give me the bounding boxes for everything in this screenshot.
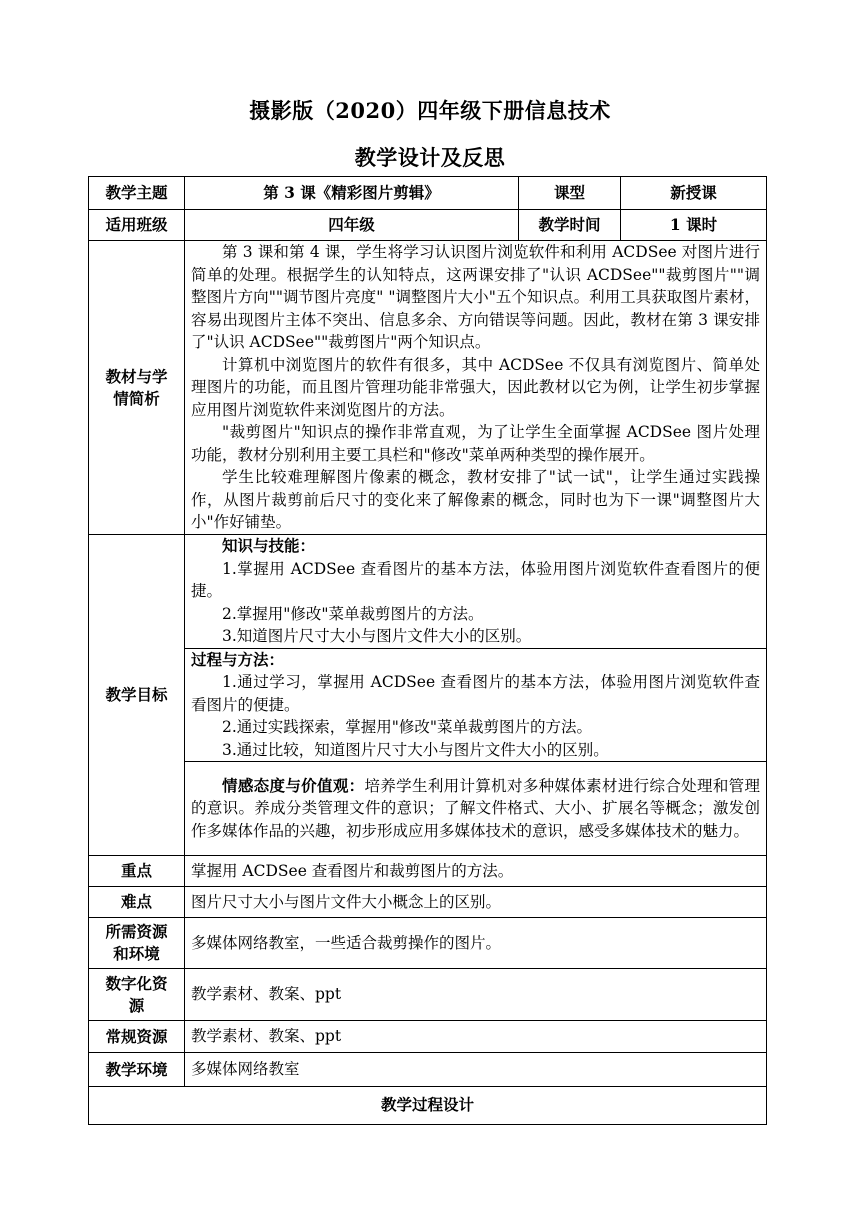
value-digital: 教学素材、教案、ppt [185,969,767,1021]
label-regular: 常规资源 [89,1021,185,1053]
lesson-plan-table [88,176,767,1125]
analysis-paragraph: 计算机中浏览图片的软件有很多，其中 ACDSee 不仅具有浏览图片、简单处理图片的功能，而且图片管理功能非常强大，因此教材以它为例，让学生初步掌握应用图片浏览软件来浏览图片的方法。 [191,355,760,419]
value-regular: 教学素材、教案、ppt [185,1021,767,1053]
value-environment: 多媒体网络教室 [185,1053,767,1087]
value-class: 四年级 [185,210,519,241]
row-digital [89,969,767,1021]
process-heading: 过程与方法： [191,649,285,669]
label-analysis-line1: 教材与学 [105,366,168,386]
label-lesson-type: 课型 [519,177,621,210]
row-topic [89,177,767,210]
row-key-point [89,856,767,887]
row-regular [89,1021,767,1053]
attitude-text: 培养学生利用计算机对多种媒体素材进行综合处理和管理的意识。养成分类管理文件的意识；了解文件格式、大小、扩展名等概念；激发创作多媒体作品的兴趣，初步形成应用多媒体技术的意识，感受多媒体技术的魅力。 [191,776,760,840]
value-lesson-type: 新授课 [621,177,767,210]
row-difficulty [89,887,767,918]
row-process-design [89,1087,767,1125]
analysis-paragraph: 学生比较难理解图片像素的概念，教材安排了"试一试"，让学生通过实践操作，从图片裁剪前后尺寸的变化来了解像素的概念，同时也为下一课"调整图片大小"作好铺垫。 [191,468,760,532]
value-teaching-time: 1 课时 [621,210,767,241]
value-difficulty: 图片尺寸大小与图片文件大小概念上的区别。 [185,887,767,918]
row-analysis [89,241,767,535]
label-resources-line2: 和环境 [113,944,160,963]
label-resources-line1: 所需资源 [105,922,168,941]
row-environment [89,1053,767,1087]
label-resources [89,918,185,969]
process-design-heading: 教学过程设计 [89,1087,767,1125]
label-digital [89,969,185,1021]
value-resources: 多媒体网络教室，一些适合裁剪操作的图片。 [185,918,767,969]
label-digital-line2: 源 [128,995,145,1015]
goals-process [185,648,767,762]
process-item: 3.通过比较，知道图片尺寸大小与图片文件大小的区别。 [222,740,609,759]
row-goals-knowledge [89,535,767,649]
label-analysis-line2: 情简析 [113,388,160,408]
label-class: 适用班级 [89,210,185,241]
label-digital-line1: 数字化资 [105,973,168,993]
label-environment: 教学环境 [89,1053,185,1087]
document-title: 摄影版（2020）四年级下册信息技术 [249,98,611,123]
attitude-heading: 情感态度与价值观： [222,775,365,795]
row-goals-attitude [89,762,767,856]
knowledge-heading: 知识与技能： [222,536,316,555]
knowledge-item: 3.知道图片尺寸大小与图片文件大小的区别。 [222,627,532,645]
document-subtitle: 教学设计及反思 [354,145,506,170]
goals-knowledge [185,535,767,649]
label-key-point: 重点 [89,856,185,887]
row-goals-process [89,648,767,762]
analysis-paragraph: 第 3 课和第 4 课，学生将学习认识图片浏览软件和利用 ACDSee 对图片进行简单的处理。根据学生的认知特点，这两课安排了"认识 ACDSee""裁剪图片""调整图片方向""调节图片亮度" "调整图片大小"五个知识点。利用工具获取图片素材，容易出现图片主体不突出、信息多余、方向错误等问题。因此，教材在第 3 课安排了"认识 ACDSee""裁剪图片"两个知识点。 [191,243,760,352]
label-topic: 教学主题 [89,177,185,210]
label-teaching-time: 教学时间 [519,210,621,241]
value-key-point: 掌握用 ACDSee 查看图片和裁剪图片的方法。 [185,856,767,887]
label-analysis [89,241,185,535]
row-class [89,210,767,241]
goals-attitude [185,762,767,856]
label-goals: 教学目标 [89,535,185,856]
analysis-content [185,241,767,535]
analysis-paragraph: "裁剪图片"知识点的操作非常直观，为了让学生全面掌握 ACDSee 图片处理功能，教材分别利用主要工具栏和"修改"菜单两种类型的操作展开。 [191,423,760,464]
label-difficulty: 难点 [89,887,185,918]
process-item: 2.通过实践探索，掌握用"修改"菜单裁剪图片的方法。 [222,718,593,736]
row-resources [89,918,767,969]
knowledge-item: 1.掌握用 ACDSee 查看图片的基本方法，体验用图片浏览软件查看图片的便捷。 [191,559,760,600]
knowledge-item: 2.掌握用"修改"菜单裁剪图片的方法。 [222,604,484,623]
process-item: 1.通过学习，掌握用 ACDSee 查看图片的基本方法，体验用图片浏览软件查看图片的便捷。 [191,673,760,714]
attitude-paragraph [191,775,760,843]
value-topic: 第 3 课《精彩图片剪辑》 [185,177,519,210]
